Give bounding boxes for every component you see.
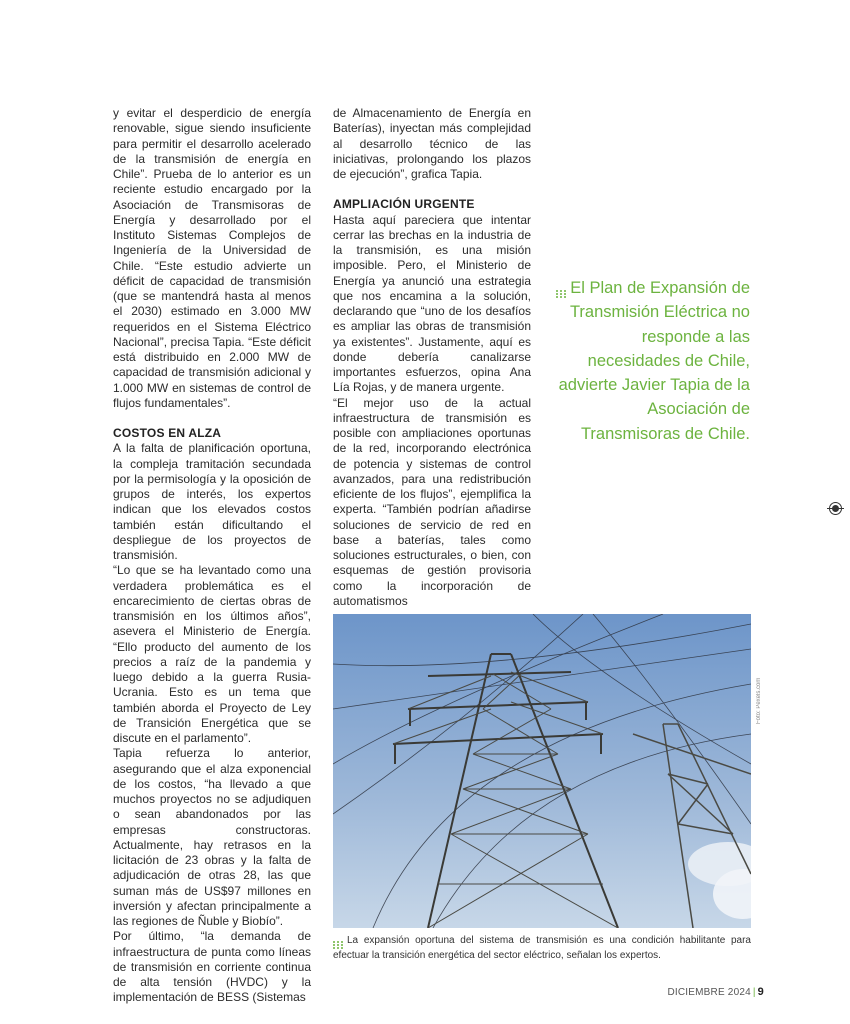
pull-quote-text: El Plan de Expansión de Transmisión Eléctrica no responde a las necesidades de Chile, advierte Javier Tapia de la Asociación de Transmisoras de Chile. [558,279,750,443]
article-column-right [333,106,531,609]
paragraph: “Lo que se ha levantado como una verdadera problemática es el encarecimiento de ciertas obras de transmisión en los últimos años”, asevera el Ministerio de Energía. “Ello producto del aumento de los precios a raíz de la pandemia y luego debido a la guerra Rusia-Ucrania. Esto es un tema que también aborda el Proyecto de Ley de Transición Energética que se discute en el parlamento”. [113,563,311,745]
transmission-tower-photo [333,614,751,928]
photo-caption [333,934,751,962]
paragraph: y evitar el desperdicio de energía renovable, sigue siendo insuficiente para permitir el desarrollo acelerado de la transmisión de energía en Chile”. Prueba de lo anterior es un reciente estudio encargado por la Asociación de Transmisoras de Energía y desarrollado por el Instituto Sistemas Complejos de Ingeniería de la Universidad de Chile. “Este estudio advierte un déficit de capacidad de transmisión (que se mantendrá hasta al menos el 2030) estimado en 3.000 MW requeridos en el Sistema Eléctrico Nacional”, precisa Tapia. “Este déficit está distribuido en 2.000 MW de capacidad de transmisión adicional y 1.000 MW en sistemas de control de flujos fundamentales”. [113,106,311,410]
footer-separator: | [752,987,756,998]
pull-quote [548,276,750,446]
paragraph: “El mejor uso de la actual infraestructura de transmisión es posible con ampliaciones oportunas de la red, incorporando electrónica de potencia y sistemas de control avanzados, para una redistribución eficiente de los flujos”, ejemplifica la experta. “También podrían añadirse soluciones de servicio de red en base a baterías, tales como soluciones estructurales, o bien, con esquemas de gestión provisoria como la incorporación de automatismos [333,395,531,608]
paragraph: Por último, “la demanda de infraestructura de punta como líneas de transmisión en corriente continua de alta tensión (HVDC) y la implementación de BESS (Sistemas [113,929,311,1005]
caption-text: La expansión oportuna del sistema de transmisión es una condición habilitante para efectuar la transición energética del sector eléctrico, señalan los expertos. [333,935,751,961]
paragraph: de Almacenamiento de Energía en Baterías), inyectan más complejidad al desarrollo técnico de las iniciativas, prolongando los plazos de ejecución”, grafica Tapia. [333,106,531,181]
page-number: 9 [757,986,764,998]
section-heading-ampliacion: AMPLIACIÓN URGENTE [333,197,475,212]
section-heading-costos: COSTOS EN ALZA [113,426,222,440]
registration-mark-icon [829,502,842,515]
dots-bullet-icon [333,941,344,949]
dots-bullet-icon [556,290,567,298]
article-column-left [113,106,311,1006]
paragraph: Hasta aquí pareciera que intentar cerrar las brechas en la industria de la transmisión, es una misión imposible. Pero, el Ministerio de Energía ya anunció una estrategia que nos encamina a la solución, declarando que “uno de los desafíos es ampliar las obras de transmisión ya existentes”. Justamente, aquí es donde debería canalizarse importantes esfuerzos, opina Ana Lía Rojas, y de manera urgente. [333,212,531,395]
page-footer [667,986,764,998]
photo-credit: Foto: Pexels.com [756,677,762,724]
photo-illustration [333,614,751,928]
paragraph: A la falta de planificación oportuna, la compleja tramitación secundada por la permisología y la oposición de grupos de interés, los expertos indican que los elevados costos también están dificultando el despliegue de los proyectos de transmisión. [113,441,311,562]
paragraph: Tapia refuerza lo anterior, asegurando que el alza exponencial de los costos, “ha llevado a que muchos proyectos no se adjudiquen o sean abandonados por las empresas constructoras. Actualmente, hay retrasos en la licitación de 23 obras y la falta de adjudicación de otras 28, las que suman más de US$97 millones en inversión y afectan principalmente a las regiones de Ñuble y Biobío”. [113,746,311,928]
issue-date: DICIEMBRE 2024 [667,987,751,998]
